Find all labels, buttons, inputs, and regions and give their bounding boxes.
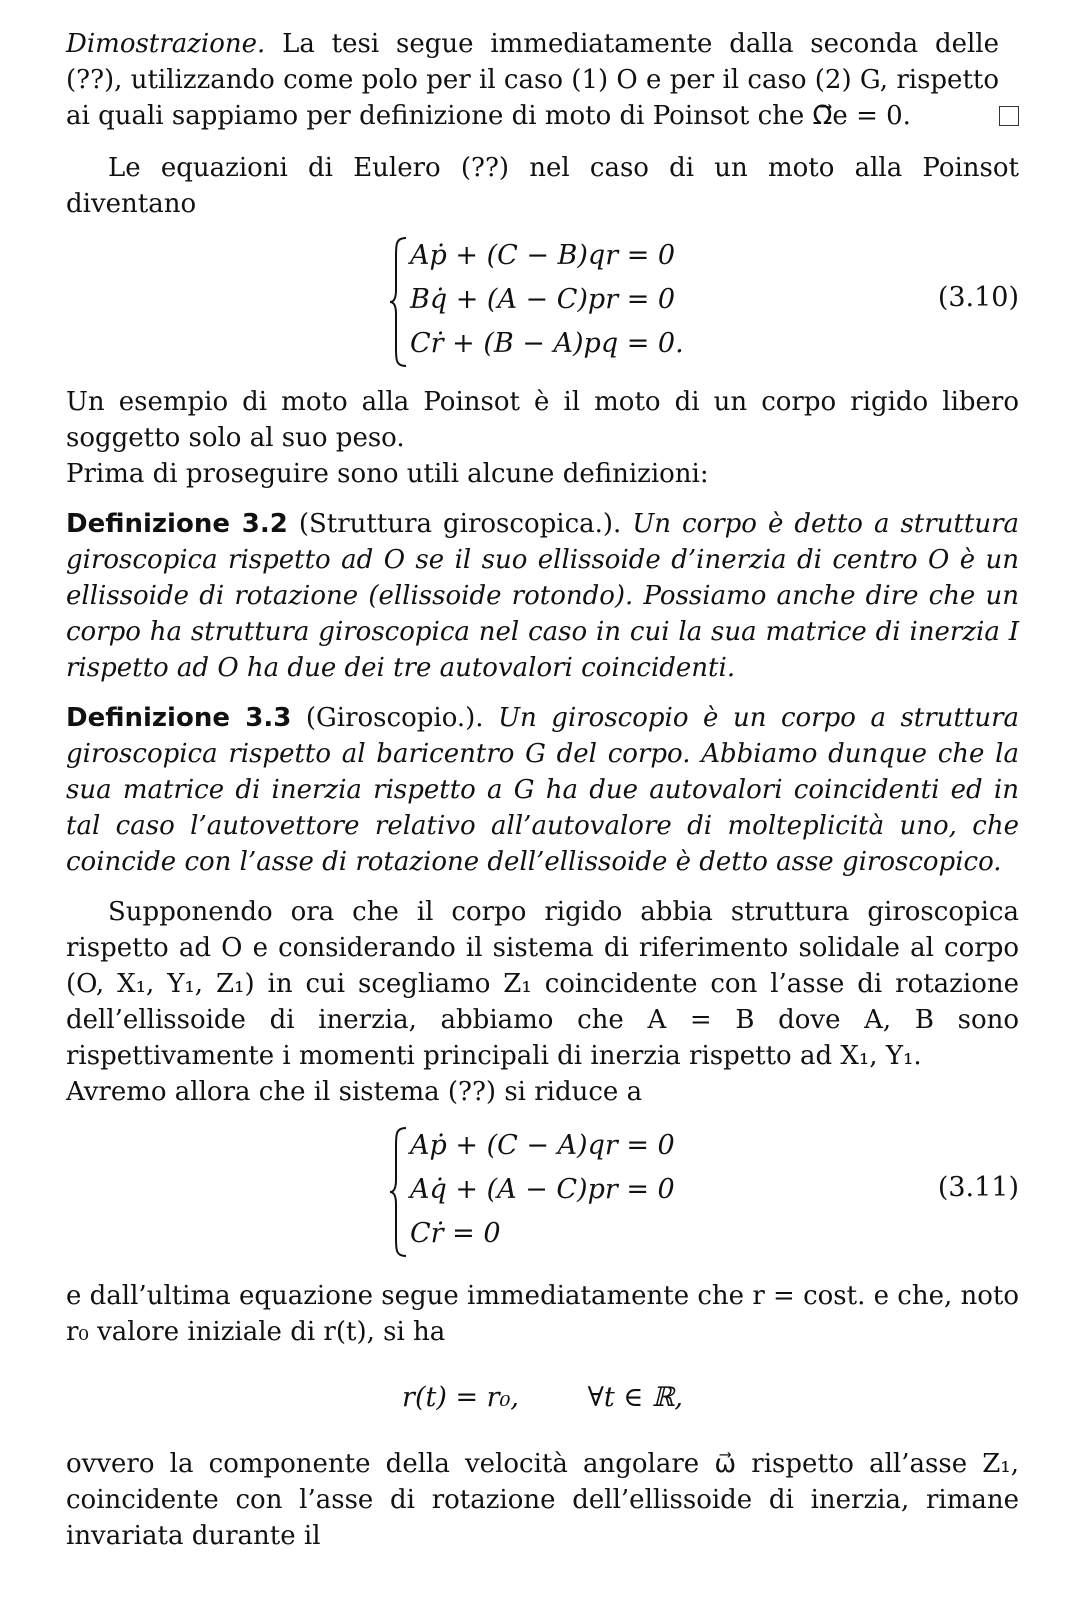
r-constant-formula: r(t) = r₀, ∀t ∈ ℝ, bbox=[402, 1382, 683, 1413]
equation-line: Cṙ = 0 bbox=[410, 1218, 501, 1249]
qed-square-icon bbox=[999, 106, 1019, 126]
definition-title: (Struttura giroscopica.). bbox=[298, 509, 622, 539]
definition-label: Definizione 3.2 bbox=[66, 509, 288, 539]
definition-text: Un corpo è detto a struttura giroscopica rispetto ad O se il suo ellissoide d’inerzia di centro O è un ellissoide di rotazione (ellissoide rotondo). Possiamo anche dire che un corpo ha struttura giroscopica nel caso in cui la sua matrice di inerzia I rispetto ad O ha due dei tre autovalori coincidenti. bbox=[66, 509, 1019, 683]
definition-title: (Giroscopio.). bbox=[305, 703, 484, 733]
final-paragraph: ovvero la componente della velocità angolare ω⃗ rispetto all’asse Z₁, coincidente con l’asse di rotazione dell’ellissoide di inerzia, rimane invariata durante il bbox=[66, 1449, 1019, 1551]
equation-line: Aq̇ + (A − C)pr = 0 bbox=[410, 1174, 675, 1205]
equation-line: Aṗ + (C − A)qr = 0 bbox=[410, 1130, 675, 1161]
definition-text: Un giroscopio è un corpo a struttura giroscopica rispetto al baricentro G del corpo. Abbiamo dunque che la sua matrice di inerzia rispetto a G ha due autovalori coincidenti ed in tal caso l’autovettore relativo all’autovalore di molteplicità uno, che coincide con l’asse di rotazione dell’ellissoide è detto asse giroscopico. bbox=[66, 703, 1020, 877]
reduces-paragraph: Avremo allora che il sistema (??) si riduce a bbox=[66, 1077, 643, 1107]
example-paragraph: Un esempio di moto alla Poinsot è il moto di un corpo rigido libero soggetto solo al suo peso. bbox=[66, 387, 1019, 453]
system1-equations bbox=[410, 234, 684, 366]
equation-system-3-10 bbox=[66, 232, 1019, 372]
equation-system-3-11 bbox=[66, 1122, 1019, 1262]
page-content bbox=[66, 26, 1019, 1554]
definition-label: Definizione 3.3 bbox=[66, 703, 292, 733]
left-brace-icon bbox=[388, 1126, 408, 1258]
euler-intro: Le equazioni di Eulero (??) nel caso di un moto alla Poinsot diventano bbox=[66, 153, 1019, 219]
equation-line: Bq̇ + (A − C)pr = 0 bbox=[410, 284, 676, 315]
definition-3-2 bbox=[66, 506, 1019, 686]
supposing-paragraph: Supponendo ora che il corpo rigido abbia struttura giroscopica rispetto ad O e considerando il sistema di riferimento solidale al corpo (O, X₁, Y₁, Z₁) in cui scegliamo Z₁ coincidente con l’asse di rotazione dell’ellissoide di inerzia, abbiamo che A = B dove A, B sono rispettivamente i momenti principali di inerzia rispetto ad X₁, Y₁. bbox=[66, 897, 1019, 1071]
proof-label: Dimostrazione. bbox=[66, 29, 266, 59]
proof-text: La tesi segue immediatamente dalla seconda delle (??), utilizzando come polo per il caso (1) O e per il caso (2) G, rispetto ai quali sappiamo per definizione di moto di Poinsot che Ω⃗e = 0. bbox=[66, 29, 999, 131]
equation-number: (3.11) bbox=[937, 1172, 1019, 1203]
equation-number: (3.10) bbox=[937, 282, 1019, 313]
system2-equations bbox=[410, 1124, 675, 1256]
definition-3-3 bbox=[66, 700, 1019, 880]
last-equation-paragraph: e dall’ultima equazione segue immediatamente che r = cost. e che, noto r₀ valore iniziale di r(t), si ha bbox=[66, 1281, 1019, 1347]
equation-line: Cṙ + (B − A)pq = 0. bbox=[410, 328, 684, 359]
before-definitions: Prima di proseguire sono utili alcune definizioni: bbox=[66, 459, 709, 489]
equation-line: Aṗ + (C − B)qr = 0 bbox=[410, 240, 676, 271]
left-brace-icon bbox=[388, 236, 408, 368]
proof-block bbox=[66, 26, 1019, 134]
